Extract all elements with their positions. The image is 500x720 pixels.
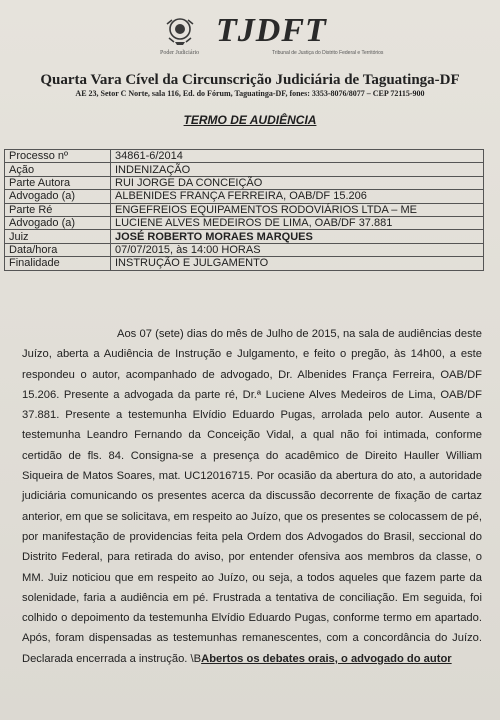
row-value: INDENIZAÇÃO [111, 163, 484, 176]
court-name: Quarta Vara Cível da Circunscrição Judiciária de Taguatinga-DF [40, 72, 460, 88]
row-value: JOSÉ ROBERTO MORAES MARQUES [111, 230, 484, 243]
row-label: Juiz [5, 230, 111, 243]
table-row [5, 163, 484, 176]
minutes-paragraph [22, 324, 482, 669]
debates-heading: Abertos os debates orais, o advogado do autor [201, 652, 452, 665]
document-title: TERMO DE AUDIÊNCIA [183, 113, 317, 127]
document-header [0, 6, 500, 60]
table-row [5, 230, 484, 243]
row-label: Advogado (a) [5, 216, 111, 229]
row-value: LUCIENE ALVES MEDEIROS DE LIMA, OAB/DF 37.881 [111, 216, 484, 229]
tjdft-logo: TJDFT Tribunal de Justiça do Distrito Federal e Territórios [216, 12, 384, 56]
table-row [5, 203, 484, 216]
row-value: ALBENIDES FRANÇA FERREIRA, OAB/DF 15.206 [111, 190, 484, 203]
table-row [5, 176, 484, 189]
row-label: Parte Autora [5, 176, 111, 189]
minutes-text: Aos 07 (sete) dias do mês de Julho de 2015, na sala de audiências deste Juízo, aberta a Audiência de Instrução e Julgamento, e feito o pregão, às 14h00, a este respondeu o autor, acompanhado de advogado, Dr. Albenides França Ferreira, OAB/DF 15.206. Presente a advogada da parte ré, Dr.ª Luciene Alves Medeiros de Lima, OAB/DF 37.881. Presente a testemunha Elvídio Eduardo Pugas, arrolada pelo autor. Ausente a testemunha Leandro Fernando da Conceição Vidal, a qual não foi intimada, conforme certidão de fls. 84. Consigna-se a presença do acadêmico de Direito Hauller William Siqueira de Matos Soares, mat. UC12016715. Por ocasião da abertura do ato, a autoridade judiciária comunicando os presentes acerca da discussão decorrente de fixação de cartaz anterior, em que se solicitava, em respeito ao Juízo, que os presentes se colocassem de pé, por manifestação de providencias feita pela Ordem dos Advogados do Brasil, seccional do Distrito Federal, para retirada do aviso, por entender ofensiva aos membros da classe, o MM. Juiz noticiou que em respeito ao Juízo, ou seja, a todos aqueles que fazem parte da solenidade, faria a audiência em pé. Frustrada a tentativa de conciliação. Em seguida, foi colhido o depoimento da testemunha Elvídio Eduardo Pugas, conforme termo em apartado. Após, foram dispensadas as testemunhas remanescentes, com a concordância do Juízo. Declarada encerrada a instrução. \B [22, 328, 482, 665]
table-row [5, 190, 484, 203]
row-label: Advogado (a) [5, 190, 111, 203]
table-row [5, 150, 484, 163]
row-value: 34861-6/2014 [111, 150, 484, 163]
row-value: ENGEFREIOS EQUIPAMENTOS RODOVIÁRIOS LTDA – ME [111, 203, 484, 216]
hearing-minutes [22, 324, 482, 669]
row-label: Ação [5, 163, 111, 176]
row-value: RUI JORGE DA CONCEIÇÃO [111, 176, 484, 189]
table-row [5, 216, 484, 229]
coat-of-arms-icon [163, 16, 197, 46]
row-label: Parte Ré [5, 203, 111, 216]
row-value: INSTRUÇÃO E JULGAMENTO [111, 257, 484, 270]
row-label: Data/hora [5, 243, 111, 256]
table-row [5, 257, 484, 270]
court-address: AE 23, Setor C Norte, sala 116, Ed. do Fórum, Taguatinga-DF, fones: 3353-8076/8077 – CEP 72115-900 [75, 89, 425, 98]
row-label: Finalidade [5, 257, 111, 270]
table-row [5, 243, 484, 256]
row-label: Processo nº [5, 150, 111, 163]
case-info-table [4, 149, 484, 271]
seal-label: Poder Judiciário [160, 50, 200, 56]
row-value: 07/07/2015, às 14:00 HORAS [111, 243, 484, 256]
